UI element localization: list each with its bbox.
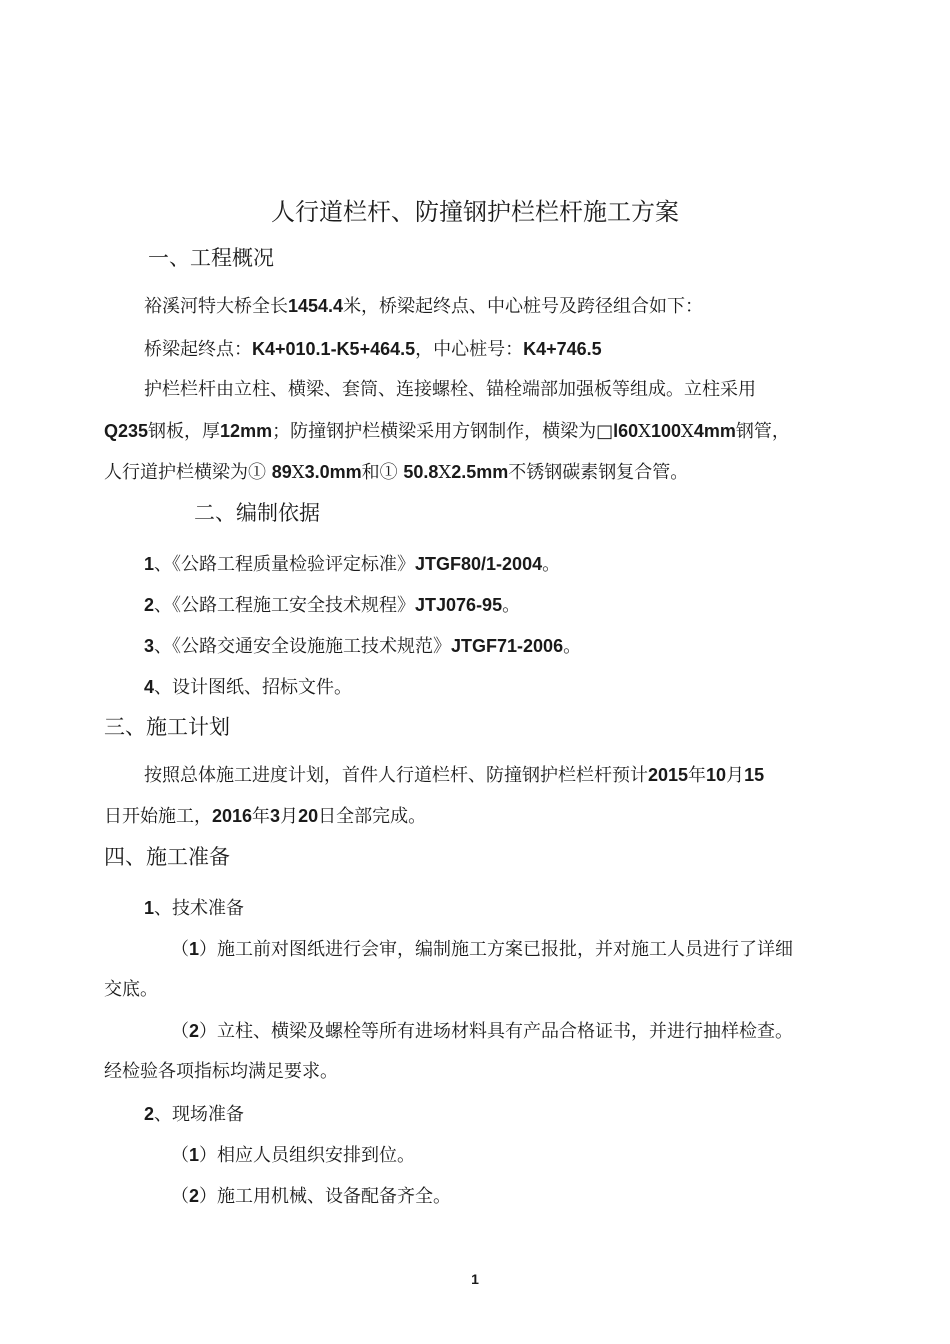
- site-item-2: （2）施工用机械、设备配备齐全。: [171, 1186, 452, 1207]
- paragraph-railing-composition-line-2: Q235钢板，厚12mm；防撞钢护栏横梁采用方钢制作，横梁为□l60X100X4mm钢管，: [104, 421, 790, 442]
- technical-item-2-line-1: （2）立柱、横梁及螺栓等所有进场材料具有产品合格证书，并进行抽样检查。: [171, 1021, 794, 1042]
- section-2-heading: 二、编制依据: [194, 501, 320, 525]
- technical-item-1-line-1: （1）施工前对图纸进行会审，编制施工方案已报批，并对施工人员进行了详细: [171, 939, 794, 960]
- site-item-1: （1）相应人员组织安排到位。: [171, 1145, 416, 1166]
- schedule-line-2: 日开始施工，2016年3月20日全部完成。: [104, 806, 427, 827]
- paragraph-station-numbers: 桥梁起终点：K4+010.1-K5+464.5，中心桩号：K4+746.5: [144, 339, 602, 360]
- reference-item: 1、《公路工程质量检验评定标准》JTGF80/1-2004。: [144, 554, 561, 575]
- reference-item: 2、《公路工程施工安全技术规程》JTJ076-95。: [144, 595, 521, 616]
- reference-item: 4、设计图纸、招标文件。: [144, 677, 353, 698]
- reference-item: 3、《公路交通安全设施施工技术规范》JTGF71-2006。: [144, 636, 582, 657]
- subsection-site-preparation: 2、现场准备: [144, 1104, 245, 1125]
- technical-item-1-line-2: 交底。: [104, 979, 158, 1000]
- paragraph-railing-composition-line-1: 护栏栏杆由立柱、横梁、套筒、连接螺栓、锚栓端部加强板等组成。立柱采用: [144, 379, 756, 400]
- document-title: 人行道栏杆、防撞钢护栏栏杆施工方案: [271, 198, 679, 226]
- subsection-technical-preparation: 1、技术准备: [144, 898, 245, 919]
- technical-item-2-line-2: 经检验各项指标均满足要求。: [104, 1061, 338, 1082]
- schedule-line-1: 按照总体施工进度计划，首件人行道栏杆、防撞钢护栏栏杆预计2015年10月15: [144, 765, 765, 786]
- section-1-heading: 一、工程概况: [148, 246, 274, 270]
- section-3-heading: 三、施工计划: [104, 715, 230, 739]
- section-4-heading: 四、施工准备: [104, 845, 230, 869]
- page-number: 1: [471, 1271, 479, 1287]
- paragraph-bridge-length: 裕溪河特大桥全长1454.4米，桥梁起终点、中心桩号及跨径组合如下：: [144, 296, 704, 317]
- paragraph-railing-composition-line-3: 人行道护栏横梁为① 89X3.0mm和① 50.8X2.5mm不锈钢碳素钢复合管。: [104, 462, 689, 483]
